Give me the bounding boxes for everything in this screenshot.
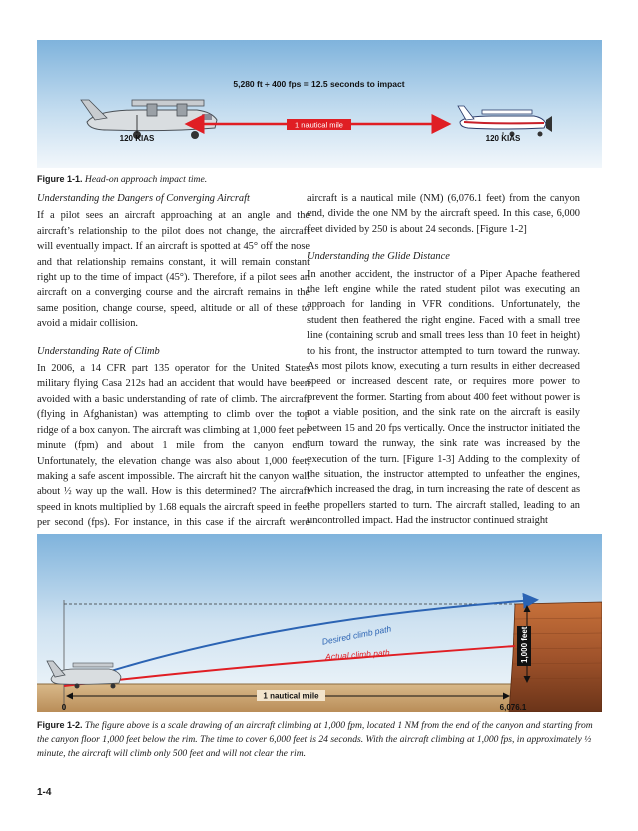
left-column <box>37 191 310 561</box>
end-distance-label: 6,076.1 <box>499 703 527 712</box>
heading-rate-of-climb: Understanding Rate of Climb <box>37 345 160 357</box>
paragraph-rate-of-climb: In 2006, a 14 CFR part 135 operator for the United States military flying Casa 212s had an accident that would have been avoided with a basic understanding of rate of climb. The aircraft (flying in Afghanistan) was attempting to climb over the top ridge of a box canyon. The aircraft was climbing at 1,000 feet per minute (fpm) and about 1 mile from the canyon end. Unfortunately, the elevation change was also about 1,000 feet, making a safe ascent impossible. The aircraft hit the canyon wall about ½ way up the wall. How is this determined? The aircraft speed in knots multiplied by 1.68 equals the aircraft speed in feet per second (fps). For instance, in this case if the aircraft were <box>37 363 310 529</box>
distance-label: 1 nautical mile <box>263 691 319 701</box>
paragraph-converging-aircraft: If a pilot sees an aircraft approaching at an angle and the aircraft’s relationship to the pilot does not change, the aircraft will eventually impact. If an aircraft is spotted at 45° off the nose and that relationship remains constant, it will remain constant right up to the time of impact (45°). Therefore, if a pilot sees an aircraft on a converging course and the aircraft remains in the same position, change course, speed, altitude or all of these to avoid a midair collision. <box>37 210 310 330</box>
heading-glide-distance: Understanding the Glide Distance <box>307 251 450 263</box>
impact-equation: 5,280 ft ÷ 400 fps = 12.5 seconds to impact <box>233 79 405 89</box>
figure-1-1-caption <box>37 173 207 187</box>
figure-1-2-caption-label: Figure 1-2. <box>37 720 83 730</box>
wall-height-label: 1,000 feet <box>520 626 529 663</box>
figure-1-1 <box>37 40 602 168</box>
heading-converging-aircraft: Understanding the Dangers of Converging Aircraft <box>37 193 250 204</box>
sky-background <box>37 40 602 168</box>
right-speed-label: 120 KIAS <box>485 134 521 143</box>
desired-climb-label: Desired climb path <box>320 623 392 647</box>
figure-1-2-caption-text: The figure above is a scale drawing of an aircraft climbing at 1,000 fpm, located 1 NM from the end of the canyon and starting from the canyon floor 1,000 feet below the rim. The time to cover 6,000 feet is 24 seconds. With the aircraft climbing at 1,000 fps, in approximately ½ minute, the aircraft will climb only 500 feet and will not clear the rim. <box>37 720 593 759</box>
figure-1-2 <box>37 534 602 712</box>
distance-label: 1 nautical mile <box>295 120 343 130</box>
figure-1-2-caption <box>37 719 602 761</box>
start-distance-label: 0 <box>61 703 67 712</box>
right-column <box>307 191 580 529</box>
figure-1-1-caption-text: Head-on approach impact time. <box>84 174 208 185</box>
climb-diagram <box>37 534 602 712</box>
actual-climb-label: Actual climb path <box>324 647 391 662</box>
figure-1-1-caption-label: Figure 1-1. <box>37 174 83 184</box>
paragraph-rate-of-climb-cont: aircraft is a nautical mile (NM) (6,076.1 feet) from the canyon end, divide the one NM by the aircraft speed. In this case, 6,000 feet divided by 250 is about 24 seconds. [Figure 1-2] <box>307 193 580 235</box>
paragraph-glide-distance: In another accident, the instructor of a Piper Apache feathered the left engine while the rated student pilot was executing an approach for landing in VFR conditions. Unfortunately, the student then feathered the right engine. Faced with a small tree line (containing scrub and small trees less than 10 feet in height) to his front, the instructor attempted to turn toward the runway. As most pilots know, executing a turn results in either decreased speed or increased descent rate, or requires more power to prevent the former. Starting from about 400 feet without power is not a viable position, and the sink rate on the aircraft is easily between 15 and 20 fps vertically. Once the instructor initiated the turn toward the runway, the sink rate was increased by the execution of the turn. [Figure 1-3] Adding to the complexity of the situation, the instructor attempted to unfeather the engines, which increased the drag, in turn increasing the rate of descent as the propellers started to turn. The aircraft stalled, leading to an uncontrolled impact. Had the instructor continued straight <box>307 268 580 527</box>
head-on-diagram <box>37 40 602 168</box>
left-speed-label: 120 KIAS <box>119 134 155 143</box>
page-number: 1-4 <box>37 787 52 798</box>
